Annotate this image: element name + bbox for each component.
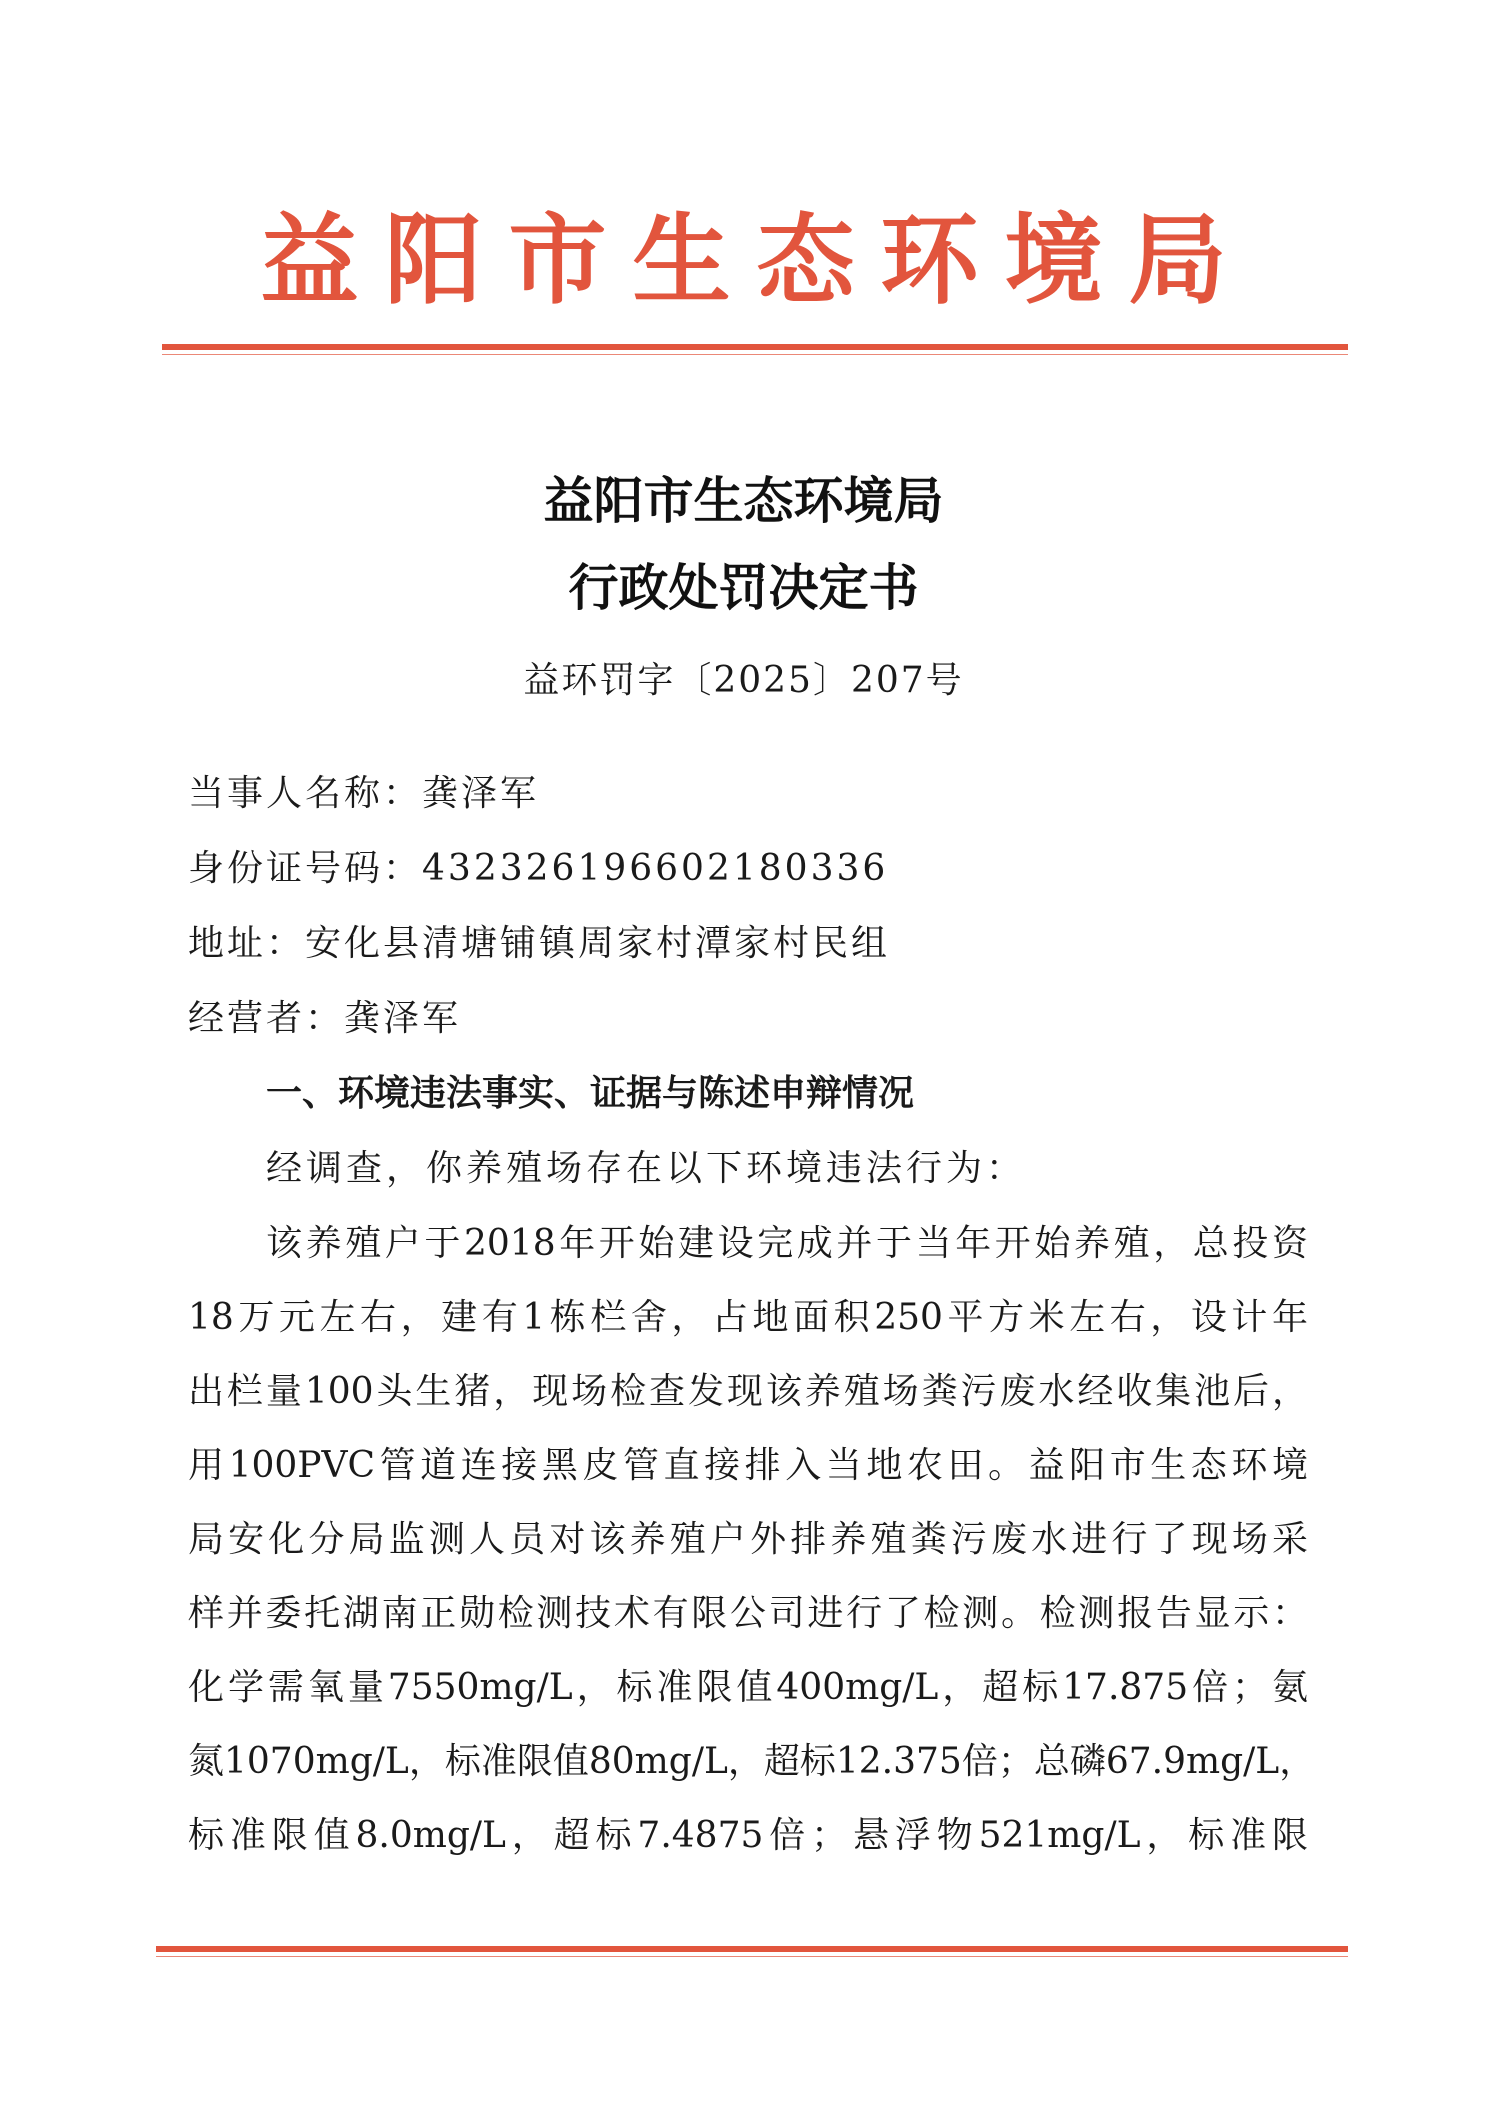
letterhead-red-rule bbox=[162, 344, 1348, 350]
party-operator-value: 龚泽军 bbox=[344, 998, 462, 1039]
party-address-value: 安化县清塘铺镇周家村潭家村民组 bbox=[305, 923, 891, 964]
body-text-line: 18万元左右，建有1栋栏舍，占地面积250平方米左右，设计年 bbox=[188, 1297, 1308, 1338]
party-id-value: 432326196602180336 bbox=[422, 848, 889, 889]
party-name-value: 龚泽军 bbox=[422, 773, 540, 814]
document-title: 行政处罚决定书 bbox=[568, 558, 919, 617]
party-operator-field bbox=[188, 993, 461, 1045]
section-intro: 经调查，你养殖场存在以下环境违法行为： bbox=[266, 1148, 1027, 1189]
body-text-line: 局安化分局监测人员对该养殖户外排养殖粪污废水进行了现场采 bbox=[188, 1519, 1308, 1560]
party-id-field bbox=[188, 843, 888, 895]
party-operator-label: 经营者： bbox=[188, 998, 345, 1039]
body-text-line: 化学需氧量7550mg/L，标准限值400mg/L，超标17.875倍；氨 bbox=[188, 1667, 1308, 1708]
party-id-label: 身份证号码： bbox=[188, 848, 423, 889]
body-text-line: 样并委托湖南正勋检测技术有限公司进行了检测。检测报告显示： bbox=[188, 1593, 1308, 1634]
party-name-label: 当事人名称： bbox=[188, 773, 423, 814]
party-name-field bbox=[188, 768, 539, 820]
body-text-line: 出栏量100头生猪，现场检查发现该养殖场粪污废水经收集池后， bbox=[188, 1371, 1308, 1412]
body-text-line: 用100PVC管道连接黑皮管直接排入当地农田。益阳市生态环境 bbox=[188, 1445, 1308, 1486]
document-title-agency: 益阳市生态环境局 bbox=[543, 471, 944, 530]
letterhead-agency-name: 益阳市生态环境局 bbox=[260, 204, 1253, 318]
party-address-field bbox=[188, 918, 890, 970]
body-text-line: 氮1070mg/L，标准限值80mg/L，超标12.375倍；总磷67.9mg/L， bbox=[188, 1741, 1316, 1782]
party-address-label: 地址： bbox=[188, 923, 306, 964]
section-heading-violation-facts: 一、环境违法事实、证据与陈述申辩情况 bbox=[266, 1073, 915, 1114]
document-number: 益环罚字〔2025〕207号 bbox=[523, 660, 964, 701]
footer-red-rule bbox=[156, 1946, 1348, 1952]
body-text-line: 标准限值8.0mg/L，超标7.4875倍；悬浮物521mg/L，标准限 bbox=[188, 1815, 1308, 1856]
body-text-line: 该养殖户于2018年开始建设完成并于当年开始养殖，总投资 bbox=[266, 1223, 1308, 1264]
